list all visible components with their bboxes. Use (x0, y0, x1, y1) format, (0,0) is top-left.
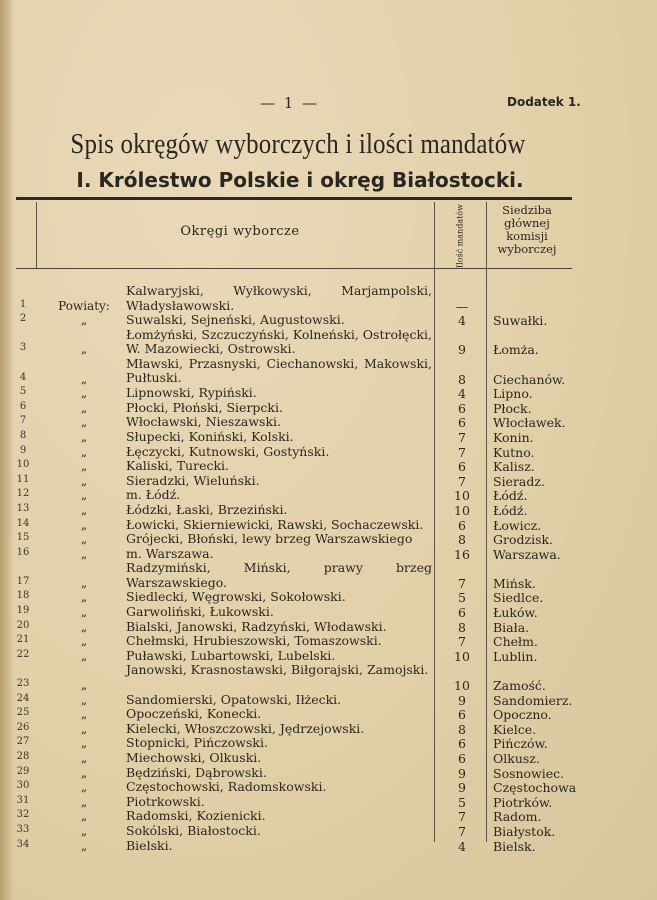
row-number: 29 (16, 765, 30, 777)
mandate-count: 7 (458, 473, 466, 489)
mandate-count: 9 (458, 692, 466, 708)
row-number: 3 (19, 342, 27, 354)
mandate-count: 8 (458, 532, 466, 548)
row-number: 24 (16, 692, 30, 704)
district-names: Puławski, Lubartowski, Lubelski. (126, 647, 336, 663)
district-names: Słupecki, Koniński, Kolski. (126, 428, 294, 444)
district-names: Kielecki, Włoszczowski, Jędrzejowski. (126, 720, 365, 736)
page-number: — 1 — (260, 94, 320, 112)
table-row (0, 328, 657, 357)
district-names: Płocki, Płoński, Sierpcki. (126, 399, 283, 415)
district-prefix: „ (80, 605, 88, 620)
commission-seat: Łódź. (493, 502, 528, 518)
district-prefix: Powiaty: (58, 298, 110, 313)
mandate-count: 9 (458, 765, 466, 781)
district-names: Będziński, Dąbrowski. (126, 764, 267, 780)
row-number: 27 (16, 736, 30, 748)
table-row (0, 649, 657, 664)
commission-seat: Kalisz. (493, 459, 535, 475)
district-names: Siedlecki, Węgrowski, Sokołowski. (126, 589, 346, 605)
district-prefix: „ (80, 634, 88, 649)
table-row (0, 561, 657, 590)
district-names: Suwalski, Sejneński, Augustowski. (126, 312, 345, 328)
commission-seat: Sandomierz. (493, 692, 573, 708)
mandate-count: 6 (458, 400, 466, 416)
table-row (0, 780, 657, 795)
table-row (0, 795, 657, 810)
row-number: 10 (16, 459, 30, 471)
table-row (0, 284, 657, 313)
row-number: 22 (16, 648, 30, 660)
district-names: Kalwaryjski, Wyłkowyski, Marjampolski, Władysławowski. (126, 283, 432, 313)
row-number: 16 (16, 546, 30, 558)
table-row (0, 430, 657, 445)
district-prefix: „ (80, 794, 88, 809)
commission-seat: Ciechanów. (493, 371, 566, 387)
mandate-count: 5 (458, 794, 466, 810)
commission-seat: Częstochowa (493, 780, 577, 796)
mandate-count: 10 (454, 678, 470, 694)
district-prefix: „ (80, 765, 88, 780)
district-names: Bielski. (126, 837, 173, 853)
district-names: Włocławski, Nieszawski. (126, 414, 282, 430)
commission-seat: Łomża. (493, 342, 539, 358)
mandate-count: 8 (458, 619, 466, 635)
district-names: Łowicki, Skierniewicki, Rawski, Sochaczewski. (126, 516, 424, 532)
mandate-count: 10 (454, 648, 470, 664)
row-number: 2 (19, 313, 27, 325)
mandate-count: 8 (458, 371, 466, 387)
district-names: Radzymiński, Miński, prawy brzeg Warszawskiego. (126, 560, 432, 590)
column-divider (36, 202, 37, 268)
row-number: 13 (16, 502, 30, 514)
header-bottom-rule (16, 268, 572, 269)
district-prefix: „ (80, 459, 88, 474)
district-names: Lipnowski, Rypiński. (126, 385, 257, 401)
row-number: 30 (16, 780, 30, 792)
mandate-count: 9 (458, 780, 466, 796)
table-row (0, 634, 657, 649)
row-number: 4 (19, 371, 27, 383)
district-prefix: „ (80, 532, 88, 547)
commission-seat: Warszawa. (493, 546, 561, 562)
commission-seat: Włocławek. (493, 415, 566, 431)
column-header-mandates: Ilość mandatów (455, 204, 465, 268)
district-names: Grójecki, Błoński, lewy brzeg Warszawskiego (126, 531, 413, 547)
table-row (0, 503, 657, 518)
row-number: 33 (16, 823, 30, 835)
table-row (0, 357, 657, 386)
table-row (0, 415, 657, 430)
row-number: 21 (16, 634, 30, 646)
table-row (0, 707, 657, 722)
district-prefix: „ (80, 678, 88, 693)
mandate-count: 5 (458, 590, 466, 606)
commission-seat: Grodzisk. (493, 532, 554, 548)
district-names: Chełmski, Hrubieszowski, Tomaszowski. (126, 633, 382, 649)
commission-seat: Kutno. (493, 444, 535, 460)
table-row (0, 590, 657, 605)
row-number: 11 (16, 473, 30, 485)
table-row (0, 809, 657, 824)
district-names: Garwoliński, Łukowski. (126, 604, 274, 620)
commission-seat: Konin. (493, 429, 534, 445)
mandate-count: 6 (458, 751, 466, 766)
district-names: Piotrkowski. (126, 793, 205, 809)
commission-seat: Zamość. (493, 678, 546, 694)
district-names: m. Łódź. (126, 487, 181, 503)
appendix-label: Dodatek 1. (507, 95, 581, 109)
row-number: 5 (19, 386, 27, 398)
mandate-count: 6 (458, 517, 466, 533)
mandate-count: 6 (458, 459, 466, 475)
commission-seat: Sosnowiec. (493, 765, 565, 781)
district-names: Janowski, Krasnostawski, Biłgorajski, Zamojski. (126, 662, 429, 678)
table-row (0, 532, 657, 547)
district-prefix: „ (80, 342, 88, 357)
mandate-count: 10 (454, 502, 470, 518)
row-number: 8 (19, 429, 27, 441)
table-row (0, 751, 657, 766)
section-heading: I. Królestwo Polskie i okręg Białostocki. (76, 168, 524, 192)
row-number: 6 (19, 400, 27, 412)
commission-seat: Białystok. (493, 823, 556, 839)
commission-seat: Radom. (493, 809, 542, 825)
district-prefix: „ (80, 517, 88, 532)
mandate-count: 4 (458, 838, 466, 854)
district-names: m. Warszawa. (126, 545, 214, 561)
district-prefix: „ (80, 721, 88, 736)
row-number: 31 (16, 794, 30, 806)
district-prefix: „ (80, 444, 88, 459)
district-prefix: „ (80, 313, 88, 328)
mandate-count: 7 (458, 444, 466, 460)
table-row (0, 474, 657, 489)
commission-seat: Łuków. (493, 605, 538, 621)
row-number: 19 (16, 605, 30, 617)
district-prefix: „ (80, 692, 88, 707)
commission-seat: Płock. (493, 400, 532, 416)
district-prefix: „ (80, 429, 88, 444)
district-names: Sandomierski, Opatowski, Iłżecki. (126, 691, 342, 707)
district-prefix: „ (80, 648, 88, 663)
district-prefix: „ (80, 488, 88, 503)
page-title: Spis okręgów wyborczych i ilości mandatów (70, 128, 526, 160)
mandate-count: 16 (454, 546, 470, 562)
commission-seat: Lublin. (493, 648, 538, 664)
district-names: Łódzki, Łaski, Brzeziński. (126, 501, 288, 517)
commission-seat: Kielce. (493, 721, 537, 737)
commission-seat: Łowicz. (493, 517, 542, 533)
district-names: Miechowski, Olkuski. (126, 750, 262, 765)
table-row (0, 547, 657, 562)
table-row (0, 605, 657, 620)
table-row (0, 736, 657, 751)
district-prefix: „ (80, 590, 88, 605)
mandate-count: 7 (458, 634, 466, 650)
commission-seat: Suwałki. (493, 313, 548, 329)
mandate-count: 6 (458, 605, 466, 621)
table-row (0, 693, 657, 708)
row-number: 26 (16, 721, 30, 733)
mandate-count: 10 (454, 488, 470, 504)
mandate-count: 4 (458, 386, 466, 402)
row-number: 20 (16, 619, 30, 631)
mandate-count: 9 (458, 342, 466, 358)
district-names: Stopnicki, Pińczowski. (126, 735, 268, 751)
mandate-count: 4 (458, 313, 466, 329)
district-table (0, 284, 657, 853)
district-prefix: „ (80, 780, 88, 795)
commission-seat: Łódź. (493, 488, 528, 504)
district-prefix: „ (80, 838, 88, 853)
row-number: 23 (16, 678, 30, 690)
commission-seat: Sieradz. (493, 473, 545, 489)
commission-seat: Mińsk. (493, 575, 536, 591)
table-row (0, 824, 657, 839)
commission-seat: Siedlce. (493, 590, 544, 606)
district-prefix: „ (80, 751, 88, 765)
mandate-count: 6 (458, 736, 466, 752)
district-names: Bialski, Janowski, Radzyński, Włodawski. (126, 618, 387, 634)
district-names: Częstochowski, Radomskowski. (126, 779, 327, 795)
commission-seat: Pińczów. (493, 736, 548, 752)
table-row (0, 445, 657, 460)
district-names: Opoczeński, Konecki. (126, 706, 262, 722)
table-row (0, 488, 657, 503)
commission-seat: Olkusz. (493, 751, 540, 766)
district-prefix: „ (80, 619, 88, 634)
mandate-count: 7 (458, 809, 466, 825)
row-number: 34 (16, 838, 30, 850)
table-row (0, 839, 657, 854)
district-prefix: „ (80, 473, 88, 488)
commission-seat: Opoczno. (493, 707, 552, 723)
district-names: Mławski, Przasnyski, Ciechanowski, Makowski, Pułtuski. (126, 355, 432, 386)
district-prefix: „ (80, 575, 88, 590)
column-header-seat: Siedziba głównej komisji wyborczej (497, 203, 557, 256)
district-prefix: „ (80, 502, 88, 517)
district-prefix: „ (80, 736, 88, 751)
table-row (0, 401, 657, 416)
district-names: Sieradzki, Wieluński. (126, 472, 260, 488)
row-number: 15 (16, 532, 30, 544)
column-header-districts: Okręgi wyborcze (180, 224, 300, 239)
district-prefix: „ (80, 823, 88, 838)
district-prefix: „ (80, 400, 88, 415)
mandate-count: — (455, 298, 469, 314)
table-row (0, 722, 657, 737)
row-number: 7 (19, 415, 27, 427)
commission-seat: Bielsk. (493, 838, 536, 854)
district-prefix: „ (80, 371, 88, 386)
table-top-rule (16, 197, 572, 200)
district-prefix: „ (80, 546, 88, 561)
table-row (0, 386, 657, 401)
row-number: 28 (16, 751, 30, 762)
table-row (0, 663, 657, 692)
row-number: 12 (16, 488, 30, 500)
mandate-count: 6 (458, 415, 466, 431)
row-number: 17 (16, 575, 30, 587)
district-prefix: „ (80, 386, 88, 401)
district-names: Kaliski, Turecki. (126, 458, 230, 474)
table-row (0, 620, 657, 635)
commission-seat: Biała. (493, 619, 530, 635)
mandate-count: 7 (458, 429, 466, 445)
table-row (0, 313, 657, 328)
row-number: 1 (19, 298, 27, 310)
row-number: 9 (19, 444, 27, 456)
district-prefix: „ (80, 707, 88, 722)
mandate-count: 7 (458, 575, 466, 591)
district-names: Łęczycki, Kutnowski, Gostyński. (126, 443, 330, 459)
table-row (0, 766, 657, 781)
commission-seat: Piotrków. (493, 794, 553, 810)
row-number: 14 (16, 517, 30, 529)
district-prefix: „ (80, 415, 88, 430)
row-number: 32 (16, 809, 30, 821)
commission-seat: Chełm. (493, 634, 538, 650)
district-names: Sokólski, Białostocki. (126, 822, 261, 838)
commission-seat: Lipno. (493, 386, 533, 402)
row-number: 25 (16, 707, 30, 719)
table-row (0, 518, 657, 533)
district-names: Łomżyński, Szczuczyński, Kolneński, Ostrołęcki, W. Mazowiecki, Ostrowski. (126, 326, 432, 357)
district-names: Radomski, Kozienicki. (126, 808, 266, 824)
mandate-count: 8 (458, 721, 466, 737)
row-number: 18 (16, 590, 30, 602)
district-prefix: „ (80, 809, 88, 824)
mandate-count: 7 (458, 823, 466, 839)
mandate-count: 6 (458, 707, 466, 723)
table-row (0, 459, 657, 474)
